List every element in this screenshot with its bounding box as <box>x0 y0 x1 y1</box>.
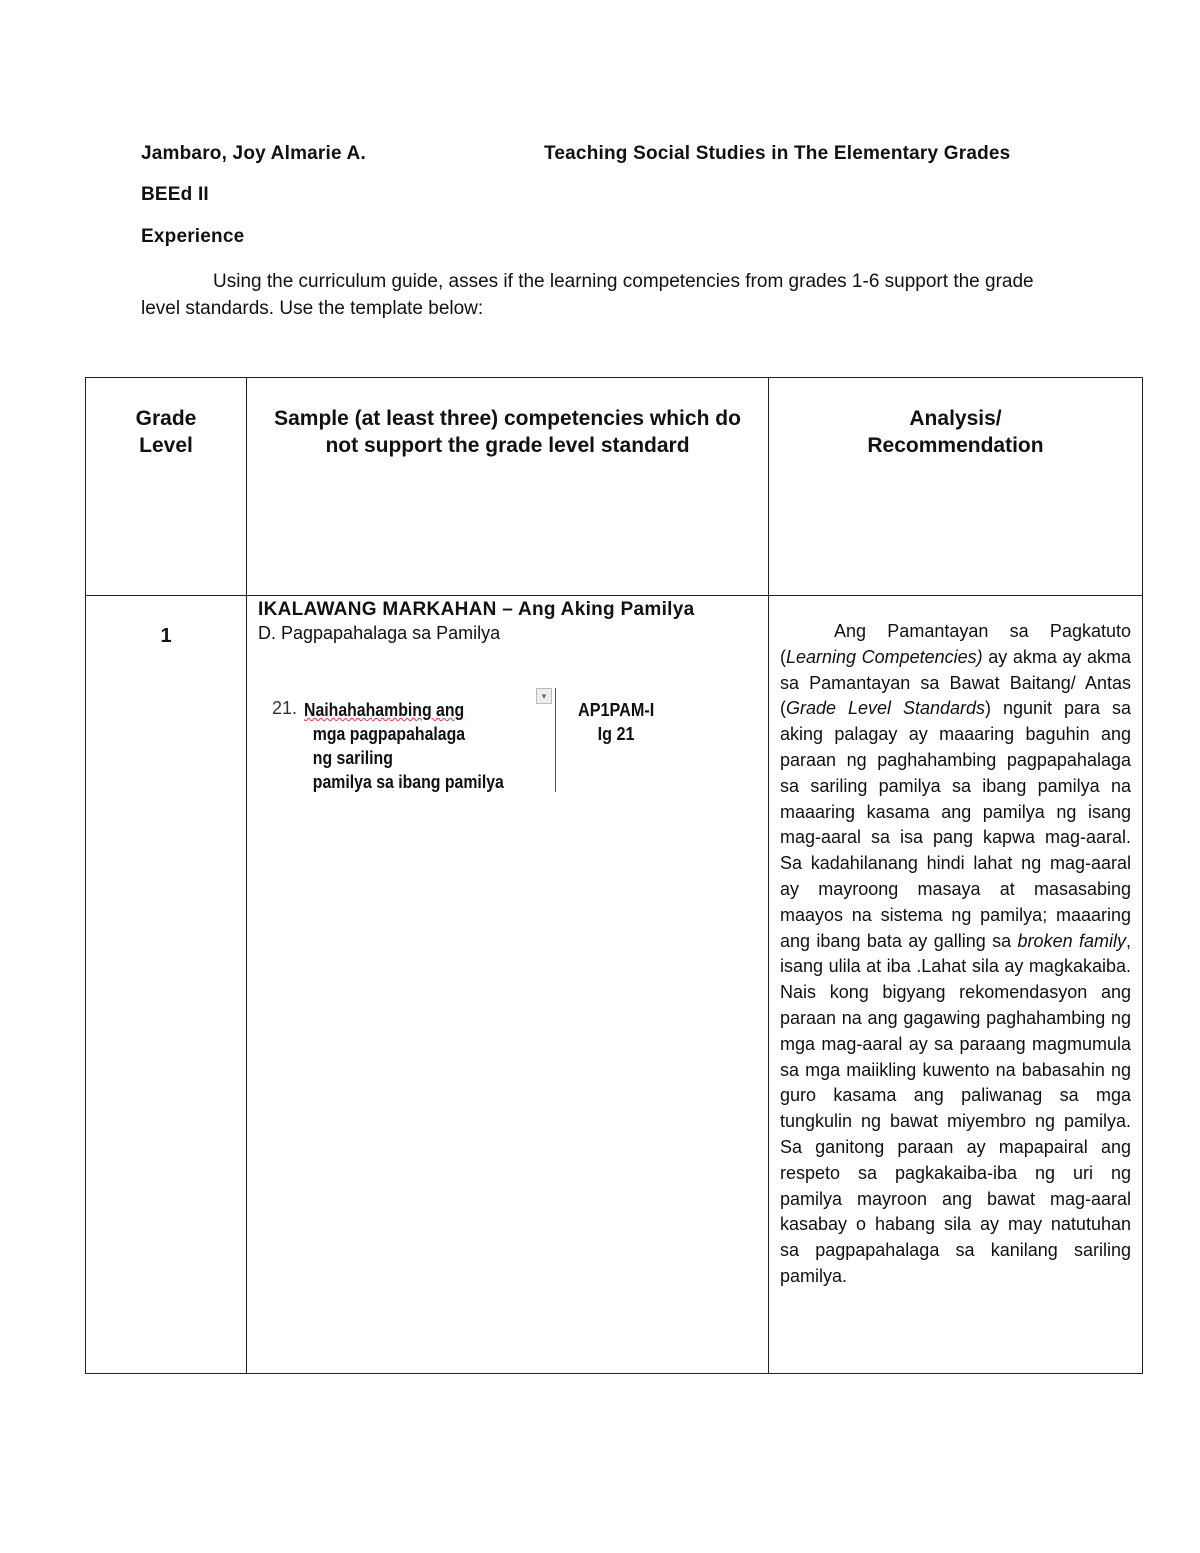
table-row <box>86 596 1143 1374</box>
grade-number: 1 <box>160 625 172 647</box>
analysis-part: Ang Pamantayan sa Pagkatuto ( <box>780 621 1131 667</box>
instruction-text: Using the curriculum guide, asses if the learning competencies from grades 1-6 support the grade level standards. Use the template below: <box>141 271 1034 319</box>
analysis-cell <box>769 596 1143 1374</box>
analysis-text <box>770 597 1141 1290</box>
dropdown-arrow-icon: ▾ <box>536 688 552 704</box>
subtopic-title: D. Pagpapahalaga sa Pamilya <box>258 623 501 643</box>
header-competencies: Sample (at least three) competencies which do not support the grade level standard <box>247 378 769 596</box>
code-line-1: AP1PAM-I <box>578 700 655 720</box>
competency-cell <box>247 596 769 1374</box>
competency-line-4: pamilya sa ibang pamilya <box>312 772 504 792</box>
competency-line-1: Naihahahambing ang <box>304 700 465 720</box>
header-analysis: Analysis/ Recommendation <box>769 378 1143 596</box>
section-heading: Experience <box>141 226 245 247</box>
snippet-divider <box>555 688 556 792</box>
analysis-italic: Grade Level Standards <box>786 698 986 719</box>
competency-table <box>85 377 1143 1374</box>
analysis-part: , isang ulila at iba .Lahat sila ay magkakaiba. Nais kong bigyang rekomendasyon ang paraan na ang gagawing paghahambing ng mga mag-aaral ay sa paraang magmumula sa mga maiikling kuwento na babasahin ng guro kasama ang paliwanag sa mga tungkulin ng bawat miyembro ng pamilya. Sa ganitong paraan ay mapapairal ang respeto sa pagkakaiba-iba ng uri ng pamilya mayroon ang bawat mag-aaral kasabay o habang sila ay may natutuhan sa pagpapahalaga sa kanilang sariling pamilya. <box>780 930 1131 1286</box>
course-title: Teaching Social Studies in The Elementary Grades <box>544 143 1011 164</box>
table-header-row <box>86 378 1143 596</box>
competency-text <box>304 698 515 794</box>
code-line-2: Ig 21 <box>597 724 635 744</box>
program-label: BEEd II <box>141 184 209 205</box>
quarter-title: IKALAWANG MARKAHAN – Ang Aking Pamilya <box>258 599 695 620</box>
grade-cell <box>86 596 247 1374</box>
analysis-italic: Learning Competencies) <box>786 646 983 667</box>
competency-code <box>578 698 654 746</box>
header-grade-level: Grade Level <box>86 378 247 596</box>
instruction-paragraph <box>141 268 1061 322</box>
competency-number: 21. <box>272 698 298 718</box>
competency-snippet-image <box>272 688 692 798</box>
competency-line-3: ng sariling <box>312 748 393 768</box>
analysis-part: ) ngunit para sa aking palagay ay maaaring baguhin ang paraan ng paghahambing pagpapahalaga sa sariling pamilya sa ibang pamilya na maaaring kasama ang pamilya ng isang mag-aaral sa isa pang kapwa mag-aaral. Sa kadahilanang hindi lahat ng mag-aaral ay mayroong masaya at masasabing maayos na sistema ng pamilya; maaaring ang ibang bata ay galling sa <box>780 698 1132 951</box>
competency-line-2: mga pagpapahalaga <box>312 724 466 744</box>
analysis-part: ay akma ay akma sa Pamantayan sa Bawat Baitang/ Antas ( <box>780 646 1131 719</box>
analysis-italic: broken family <box>1017 930 1126 951</box>
student-name: Jambaro, Joy Almarie A. <box>141 143 366 164</box>
